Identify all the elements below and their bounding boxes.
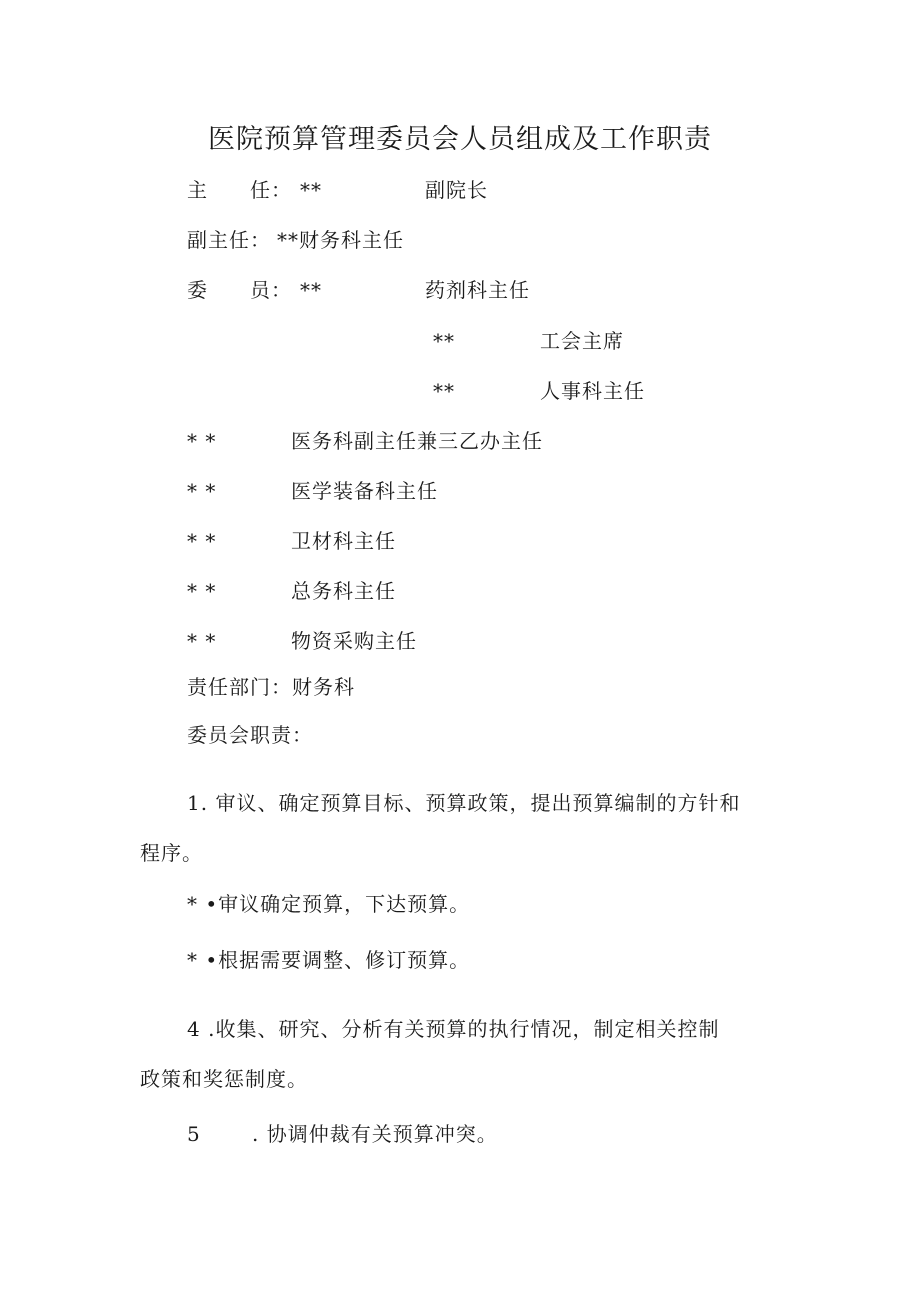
member-role: 总务科主任 xyxy=(291,579,396,603)
deputy-director-text: **财务科主任 xyxy=(277,228,404,252)
director-role: 副院长 xyxy=(425,178,488,202)
member-role: 医学装备科主任 xyxy=(291,479,438,503)
member-name: * * xyxy=(187,529,217,553)
deputy-director-line: 副主任： xyxy=(187,228,271,252)
member-name: * * xyxy=(187,579,217,603)
member-name: * * xyxy=(187,629,217,653)
responsible-department: 责任部门：财务科 xyxy=(187,675,355,699)
member-name: ** xyxy=(300,278,322,302)
duty-4-line-2: 政策和奖惩制度。 xyxy=(140,1067,308,1091)
director-name: ** xyxy=(300,178,322,202)
duty-3: * •根据需要调整、修订预算。 xyxy=(187,948,471,972)
member-role: 医务科副主任兼三乙办主任 xyxy=(291,429,543,453)
member-role: 卫材科主任 xyxy=(291,529,396,553)
duties-heading: 委员会职责： xyxy=(187,723,313,747)
director-label: 主 任： xyxy=(187,178,292,202)
duty-5-number: 5 xyxy=(187,1122,201,1146)
duty-4-line-1: 4 .收集、研究、分析有关预算的执行情况，制定相关控制 xyxy=(187,1017,720,1041)
member-role: 人事科主任 xyxy=(540,379,645,403)
member-role: 药剂科主任 xyxy=(425,278,530,302)
duty-1-line-2: 程序。 xyxy=(140,841,203,865)
duty-2: * •审议确定预算，下达预算。 xyxy=(187,892,471,916)
member-name: ** xyxy=(433,329,455,353)
member-role: 工会主席 xyxy=(540,329,624,353)
document-title: 医院预算管理委员会人员组成及工作职责 xyxy=(208,124,712,155)
duty-1-line-1: 1. 审议、确定预算目标、预算政策，提出预算编制的方针和 xyxy=(187,791,741,815)
members-label: 委 员： xyxy=(187,278,292,302)
member-name: * * xyxy=(187,429,217,453)
member-role: 物资采购主任 xyxy=(291,629,417,653)
member-name: ** xyxy=(433,379,455,403)
duty-5-text: . 协调仲裁有关预算冲突。 xyxy=(252,1122,498,1146)
member-name: * * xyxy=(187,479,217,503)
